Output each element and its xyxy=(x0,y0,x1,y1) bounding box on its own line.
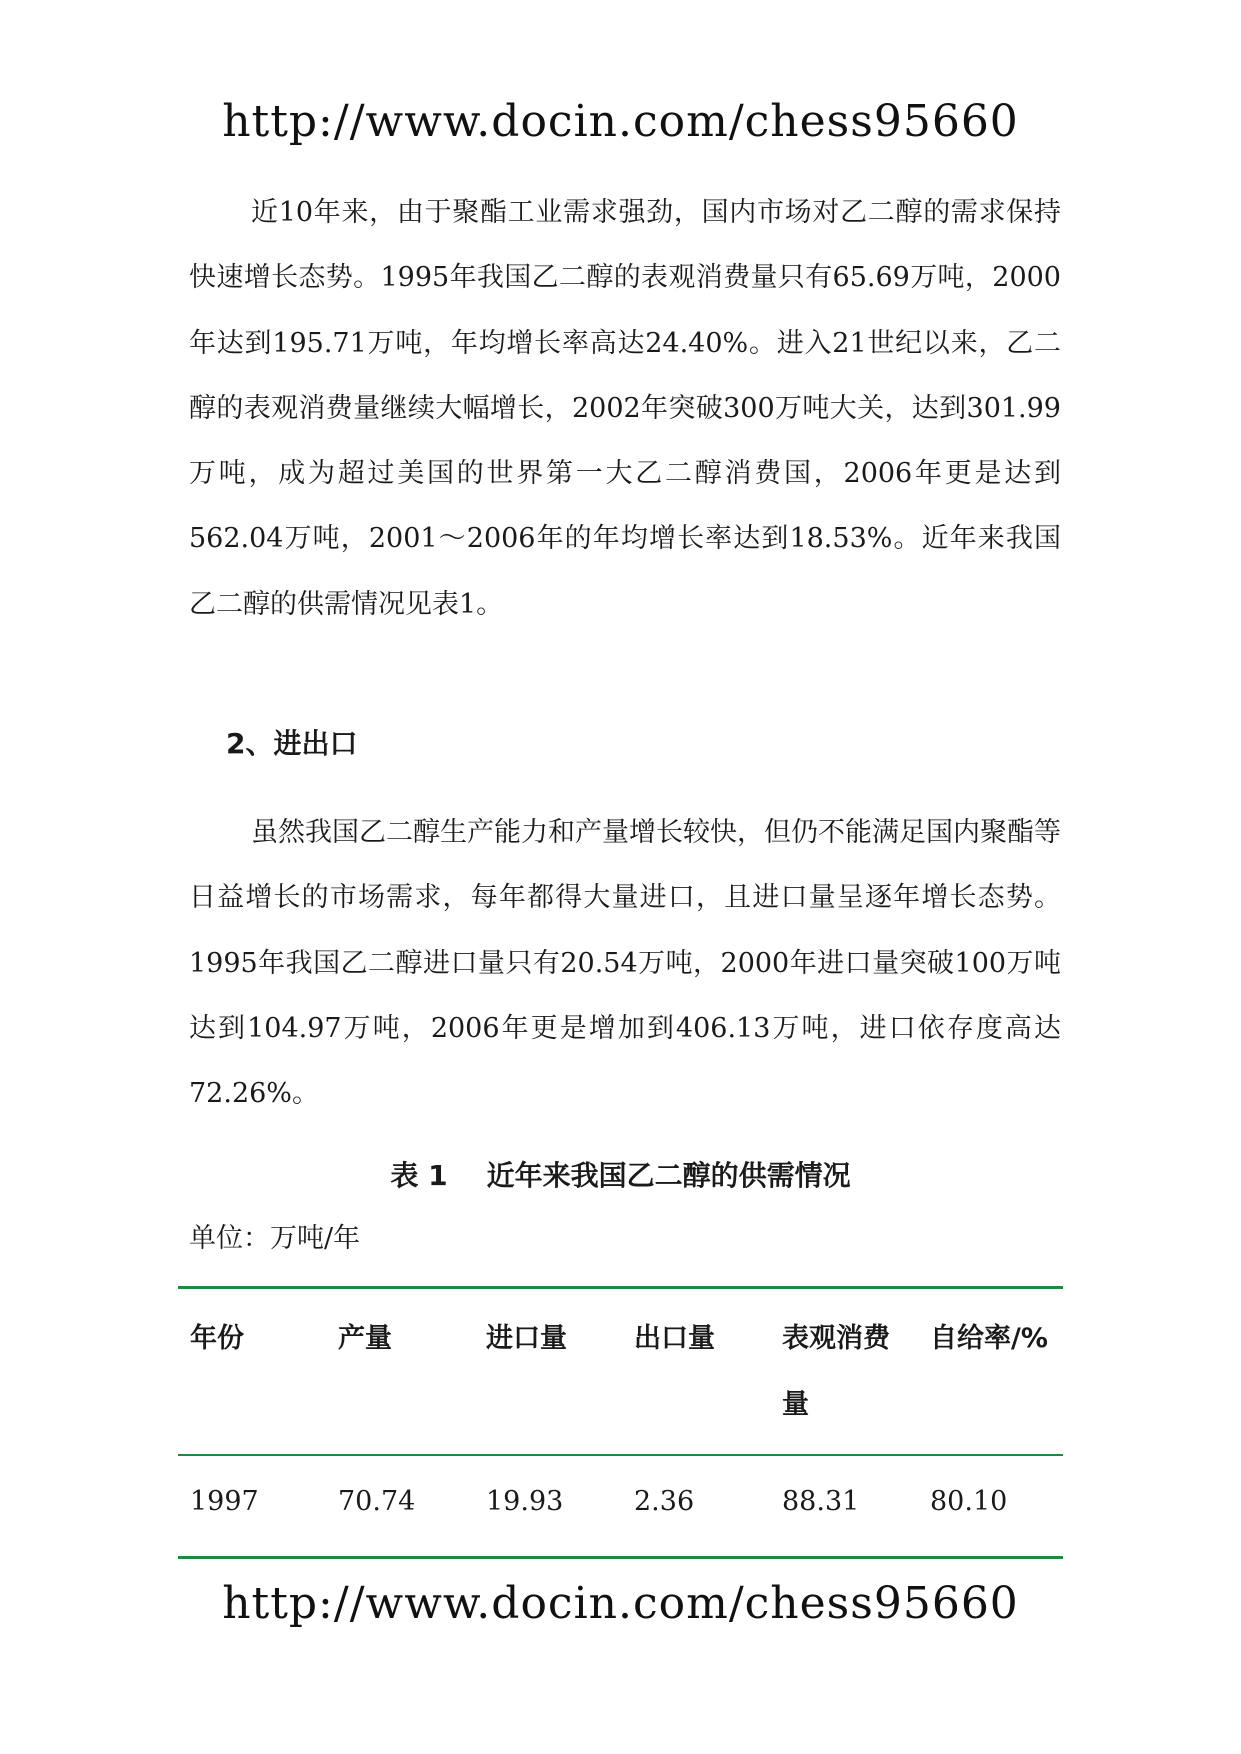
table-cell: 1997 xyxy=(190,1486,259,1517)
header-export: 出口量 xyxy=(634,1323,715,1354)
header-import: 进口量 xyxy=(486,1323,567,1354)
table-cell: 70.74 xyxy=(338,1486,416,1517)
table-unit: 单位：万吨/年 xyxy=(189,1223,361,1254)
section-heading-import-export: 2、进出口 xyxy=(226,727,358,760)
header-self-sufficiency: 自给率/% xyxy=(930,1323,1048,1354)
header-apparent-consumption: 表观消费量 xyxy=(782,1323,890,1420)
header-year: 年份 xyxy=(190,1323,244,1354)
footer-url: http://www.docin.com/chess95660 xyxy=(222,1578,1019,1629)
header-url: http://www.docin.com/chess95660 xyxy=(222,96,1019,147)
paragraph-consumption: 近10年来，由于聚酯工业需求强劲，国内市场对乙二醇的需求保持快速增长态势。1995年我国乙二醇的表观消费量只有65.69万吨，2000年达到195.71万吨，年均增长率高达24.40%。进入21世纪以来，乙二醇的表观消费量继续大幅增长，2002年突破300万吨大关，达到301.99万吨，成为超过美国的世界第一大乙二醇消费国，2006年更是达到562.04万吨，2001～2006年的年均增长率达到18.53%。近年来我国乙二醇的供需情况见表1。 xyxy=(189,197,1061,620)
table-cell: 2.36 xyxy=(634,1486,695,1517)
paragraph-import: 虽然我国乙二醇生产能力和产量增长较快，但仍不能满足国内聚酯等日益增长的市场需求，每年都得大量进口，且进口量呈逐年增长态势。1995年我国乙二醇进口量只有20.54万吨，2000年进口量突破100万吨达到104.97万吨，2006年更是增加到406.13万吨，进口依存度高达72.26%。 xyxy=(189,817,1061,1110)
header-output: 产量 xyxy=(338,1323,392,1354)
table-cell: 19.93 xyxy=(486,1486,564,1517)
table-top-rule xyxy=(178,1286,1063,1289)
table-bottom-rule xyxy=(178,1556,1063,1559)
table-cell: 88.31 xyxy=(782,1486,860,1517)
table-caption: 表 1 近年来我国乙二醇的供需情况 xyxy=(390,1159,851,1192)
table-mid-rule xyxy=(178,1454,1063,1456)
table-cell: 80.10 xyxy=(930,1486,1008,1517)
